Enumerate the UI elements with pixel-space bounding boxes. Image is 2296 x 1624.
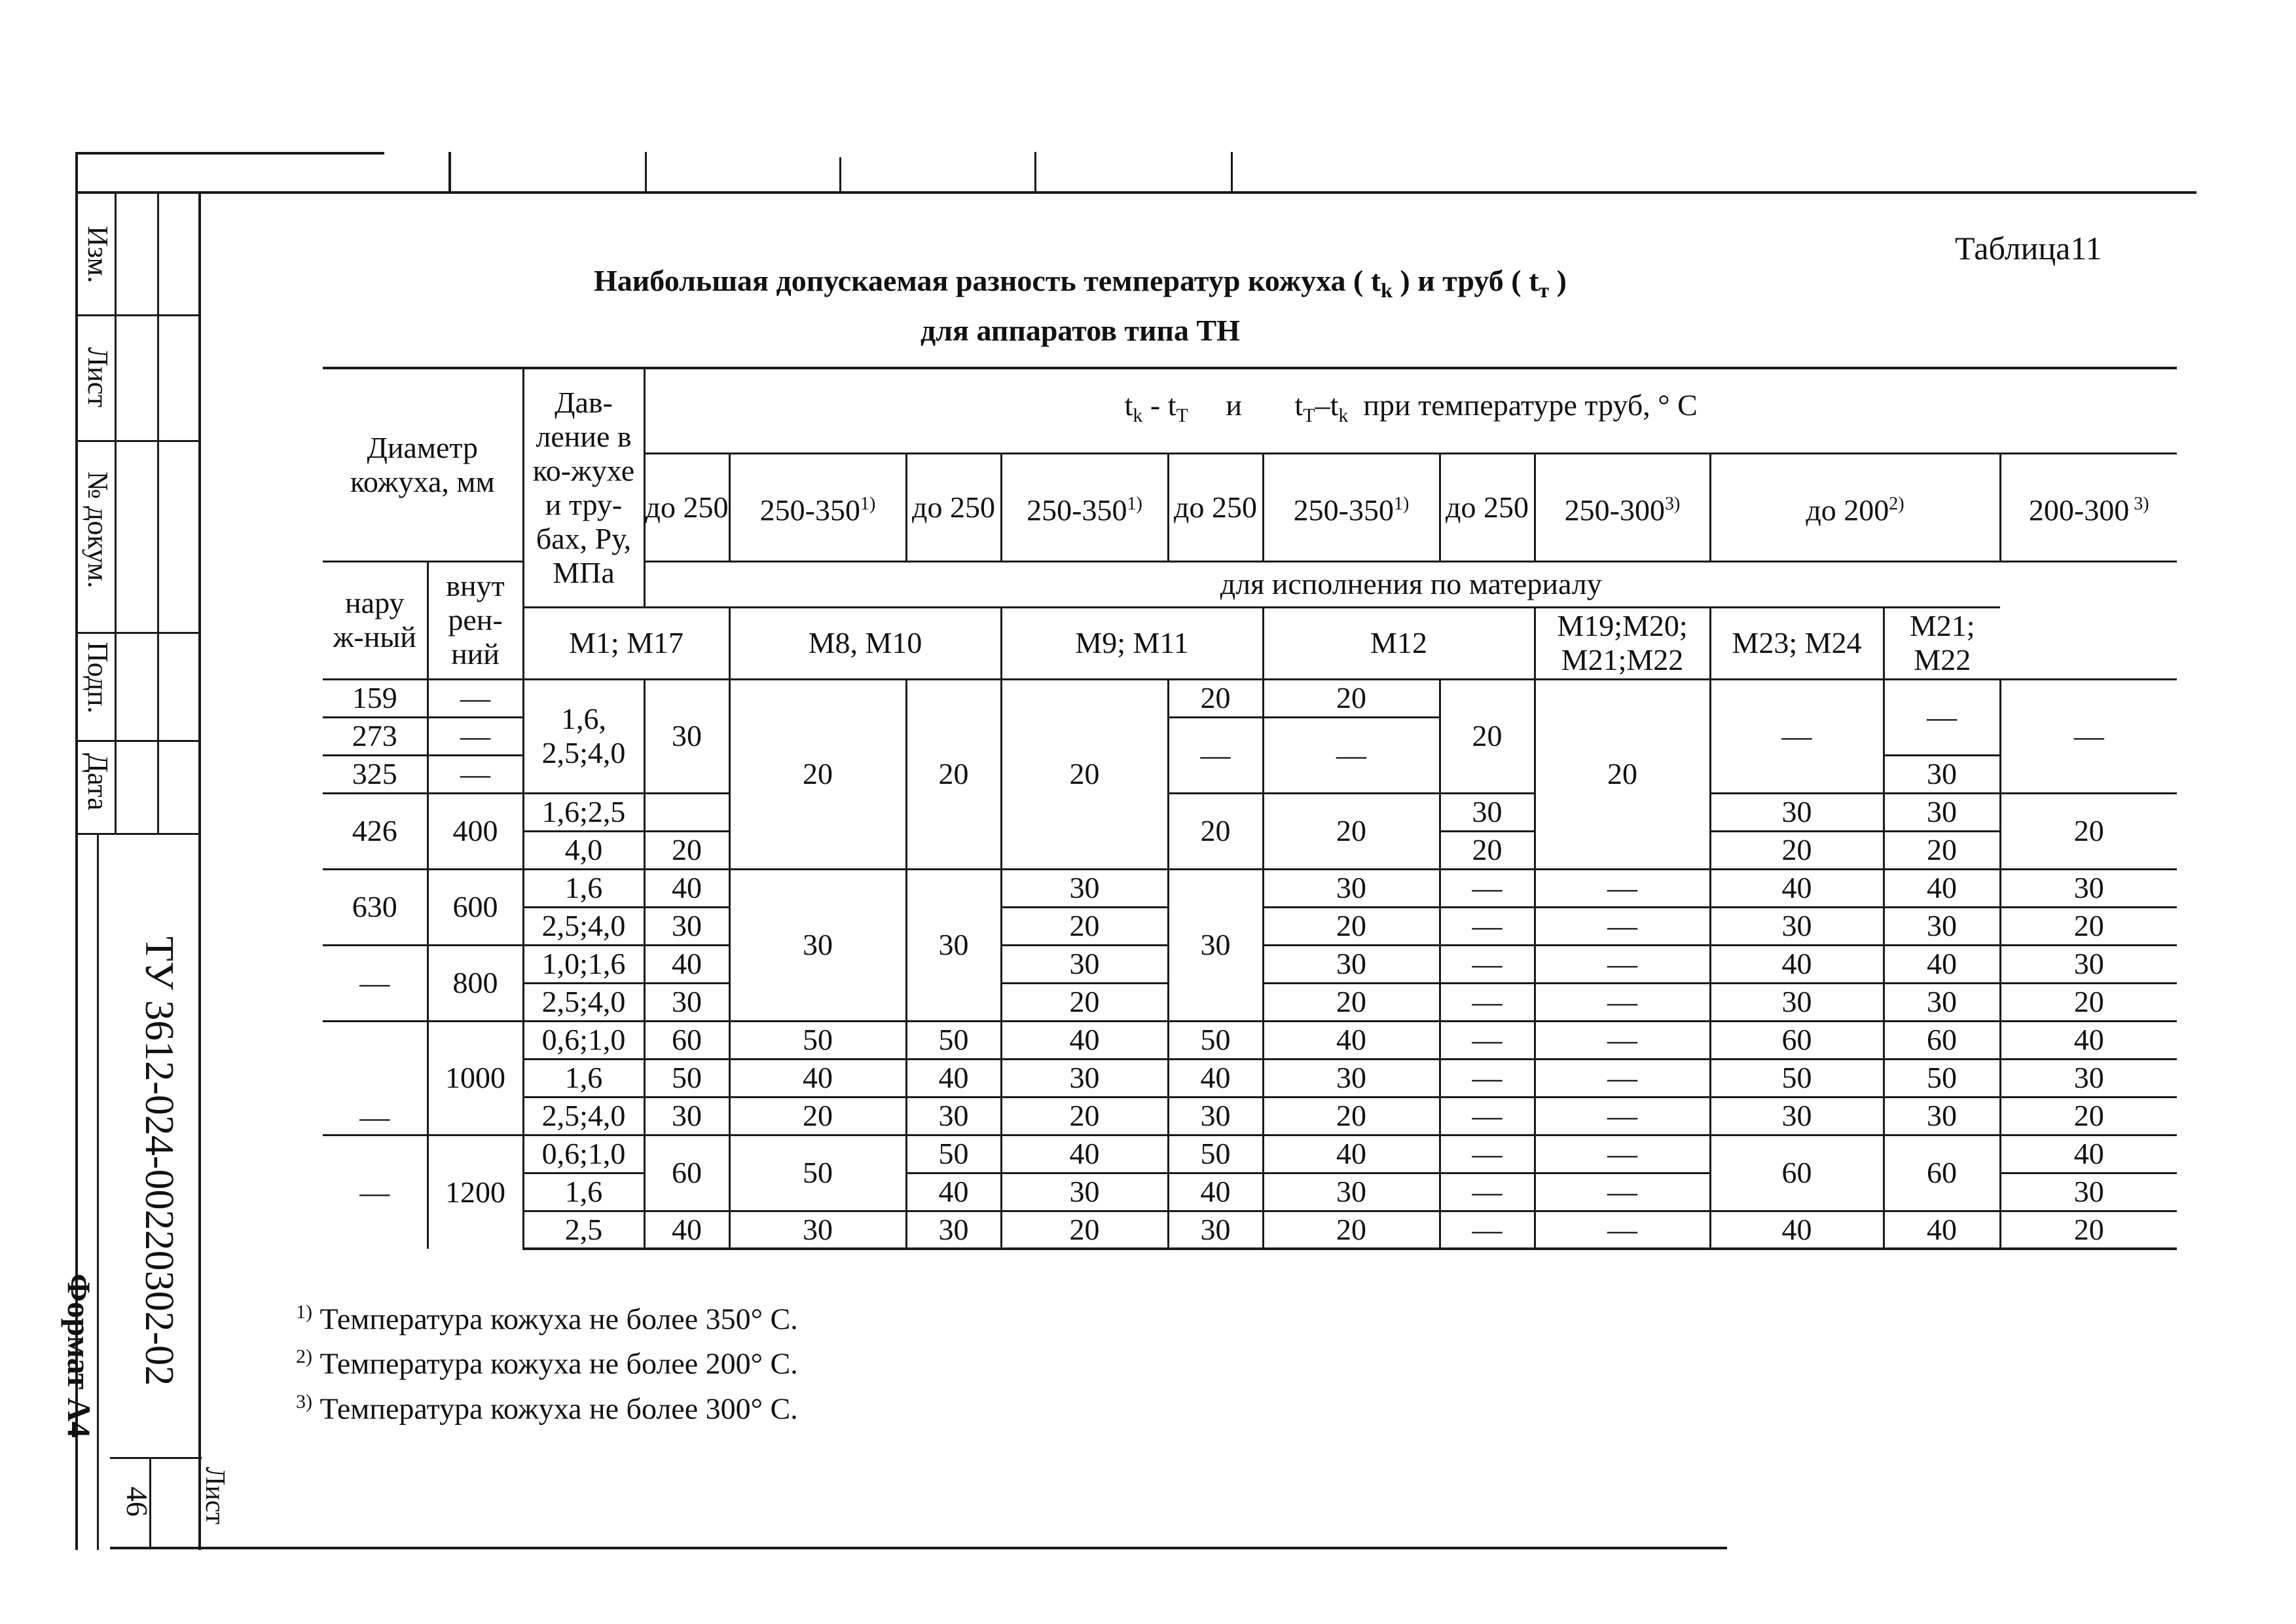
cell-value: 20 [1884,831,2000,869]
sheet-label: Лист [200,1467,230,1524]
stamp-data: Дата [82,753,114,811]
material-m23-m24: М23; М24 [1710,607,1884,679]
cell-value: 20 [1263,1211,1440,1249]
temperature-difference-table [323,367,2177,1250]
cell-value: 20 [1168,679,1263,717]
cell-value: 60 [1884,1021,2000,1059]
temp-col-8: 250-300$^{3)}$ [1535,453,1710,561]
cell-value: — [1535,907,1710,945]
frame-tick-4 [1034,152,1036,191]
cell-value: 60 [1710,1135,1884,1211]
frame-top-line [75,152,384,155]
cell-pressure: 1,0;1,6 [523,945,644,983]
frame-col-c [97,833,99,1550]
cell-value: 30 [1263,1059,1440,1097]
cell-value: 40 [729,1059,906,1097]
material-m19-m22: М19;М20; М21;М22 [1535,607,1710,679]
temp-col-3: до 250 [906,453,1001,561]
stamp-doc-no: № докум. [82,471,114,589]
header-inner: внут рен-ний [428,561,523,679]
cell-value: 20 [2000,1211,2177,1249]
cell-value: 30 [644,679,729,793]
cell-value: — [1440,869,1535,907]
cell-value: 30 [1884,983,2000,1021]
cell-value: 60 [1884,1135,2000,1211]
cell-value: — [1535,1135,1710,1173]
cell-value: 40 [1884,1211,2000,1249]
cell-value: — [1440,1021,1535,1059]
frame-bottom-line [110,1547,1727,1549]
cell-pressure: 1,6 [523,869,644,907]
cell-value: — [1440,983,1535,1021]
cell-value: 20 [2000,793,2177,869]
footnote-3: $^{3)}$ Температура кожуха не более 300° С. [296,1390,798,1425]
cell-value: 30 [729,869,906,1021]
cell-outer: — [323,945,428,1021]
cell-value: 20 [2000,907,2177,945]
cell-value: 20 [729,679,906,869]
material-m21-m22: М21; М22 [1884,607,2000,679]
cell-pressure: 4,0 [523,831,644,869]
temp-col-5: до 250 [1168,453,1263,561]
cell-value: 20 [906,679,1001,869]
cell-value: — [1710,679,1884,793]
stamp-podp: Подп. [82,642,114,714]
title-text-2: ) и труб ( t [1392,264,1539,297]
cell-value: 30 [1884,1097,2000,1135]
cell-value: — [1440,1173,1535,1211]
cell-value: 20 [1001,983,1168,1021]
frame-sep-6 [110,1457,202,1459]
cell-value: 20 [1001,679,1168,869]
cell-value: 20 [1710,831,1884,869]
cell-value: 40 [1710,1211,1884,1249]
footnote-1: $^{1)}$ Температура кожуха не более 350° С. [296,1301,798,1336]
cell-outer: 273 [323,717,428,755]
cell-value: 30 [1263,945,1440,983]
cell-value: 50 [906,1135,1001,1173]
cell-inner: — [428,679,523,717]
cell-value: 30 [1168,1211,1263,1249]
frame-tick-3 [839,157,841,191]
cell-value: — [1440,1211,1535,1249]
cell-value: 40 [644,1211,729,1249]
cell-outer: — [323,1021,428,1135]
cell-value: 30 [1263,869,1440,907]
cell-value: 40 [1168,1173,1263,1211]
temp-col-10: 200-300 $^{3)}$ [2000,453,2177,561]
cell-value: 30 [1710,793,1884,831]
cell-value: — [1535,1173,1710,1211]
cell-inner: 1200 [428,1135,523,1249]
cell-value: 30 [1001,945,1168,983]
frame-sep-5 [75,833,201,835]
cell-value: 20 [1001,907,1168,945]
frame-sep-2 [75,440,201,442]
cell-value: — [1535,1211,1710,1249]
cell-value: — [1168,717,1263,793]
cell-pressure: 1,6, 2,5;4,0 [523,679,644,793]
material-m1-m17: М1; М17 [523,607,729,679]
cell-pressure: 0,6;1,0 [523,1135,644,1173]
cell-value: — [1535,869,1710,907]
frame-sep-1 [75,314,201,316]
header-outer: нару ж-ный [323,561,428,679]
cell-value: 30 [2000,869,2177,907]
cell-value: 30 [2000,945,2177,983]
frame-sep-4 [75,740,201,742]
cell-value: 60 [644,1021,729,1059]
cell-outer: — [323,1135,428,1249]
cell-value: 50 [729,1135,906,1211]
cell-value: 20 [729,1097,906,1135]
cell-value: 50 [1168,1135,1263,1173]
material-m9-m11: М9; М11 [1001,607,1263,679]
cell-value: 40 [2000,1021,2177,1059]
title-text-3: ) [1549,264,1567,297]
cell-pressure: 2,5;4,0 [523,1097,644,1135]
cell-value: — [1440,945,1535,983]
cell-value: 20 [644,831,729,869]
cell-value: 40 [644,945,729,983]
cell-value: 30 [1884,793,2000,831]
cell-value: 30 [906,869,1001,1021]
cell-value [644,793,729,831]
cell-value: 60 [1710,1021,1884,1059]
cell-value: 40 [1884,945,2000,983]
cell-value: — [1440,1097,1535,1135]
cell-pressure: 1,6;2,5 [523,793,644,831]
frame-col-b [157,191,159,833]
cell-value: — [1535,1021,1710,1059]
cell-value: 50 [906,1021,1001,1059]
cell-inner: 400 [428,793,523,869]
cell-pressure: 2,5;4,0 [523,907,644,945]
cell-value: 60 [644,1135,729,1211]
cell-value: 40 [1710,869,1884,907]
cell-value: 50 [1884,1059,2000,1097]
cell-pressure: 0,6;1,0 [523,1021,644,1059]
cell-outer: 630 [323,869,428,945]
cell-value: 20 [2000,983,2177,1021]
cell-value: 30 [1710,1097,1884,1135]
cell-pressure: 2,5 [523,1211,644,1249]
header-temperature-span: $t_k - t_T$ и $t_T-t_k$ при температуре труб, ° С [644,368,2177,453]
cell-value: 20 [2000,1097,2177,1135]
cell-value: 30 [1168,1097,1263,1135]
cell-value: — [1535,983,1710,1021]
cell-value: 20 [1263,983,1440,1021]
stamp-list: Лист [82,347,114,408]
cell-value: 50 [644,1059,729,1097]
cell-value: 20 [1168,793,1263,869]
cell-value: 20 [1263,679,1440,717]
temp-col-9: до 200$^{2)}$ [1710,453,2000,561]
cell-value: 20 [1535,679,1710,869]
cell-inner: — [428,755,523,793]
temp-col-6: 250-350$^{1)}$ [1263,453,1440,561]
cell-value: — [1440,1059,1535,1097]
cell-inner: — [428,717,523,755]
cell-inner: 1000 [428,1021,523,1135]
cell-value: 40 [906,1059,1001,1097]
frame-top-line-right [75,191,2196,194]
cell-value: 50 [1168,1021,1263,1059]
title-line-2: для аппаратов типа ТН [920,314,1240,348]
cell-value: 20 [1263,793,1440,869]
footnotes [296,1293,798,1428]
material-m12: М12 [1263,607,1535,679]
material-m8-m10: М8, М10 [729,607,1001,679]
document-code: ТУ 3612-024-00220302-02 [137,936,181,1386]
cell-value: 40 [1168,1059,1263,1097]
cell-value: 30 [644,983,729,1021]
cell-value: 30 [729,1211,906,1249]
frame-sep-3 [75,632,201,634]
cell-value: — [1535,945,1710,983]
cell-value: 20 [1001,1211,1168,1249]
cell-value: 30 [906,1211,1001,1249]
cell-value: 20 [1440,831,1535,869]
cell-value: 40 [906,1173,1001,1211]
frame-col-a [115,191,117,833]
cell-value: 50 [729,1021,906,1059]
cell-value: 40 [1263,1021,1440,1059]
cell-outer: 426 [323,793,428,869]
frame-inner-left-line [198,191,201,1550]
cell-value: 20 [1001,1097,1168,1135]
cell-value: 30 [1001,1059,1168,1097]
cell-inner: 800 [428,945,523,1021]
cell-value: 30 [1001,869,1168,907]
title-sub-t: т [1539,278,1550,303]
frame-tick-1 [448,152,451,191]
footnote-2: $^{2)}$ Температура кожуха не более 200° С. [296,1346,798,1380]
cell-value: 40 [1710,945,1884,983]
cell-value: 30 [1884,907,2000,945]
frame-tick-2 [645,152,647,191]
cell-pressure: 1,6 [523,1059,644,1097]
cell-value: 30 [1710,907,1884,945]
cell-value: — [1440,1135,1535,1173]
cell-value: 30 [644,907,729,945]
cell-value: 40 [1001,1021,1168,1059]
format-label: Формат А4 [61,1274,98,1438]
title-sub-k: k [1381,278,1393,303]
temp-col-1: до 250 [644,453,729,561]
cell-value: 50 [1710,1059,1884,1097]
cell-value: — [1440,907,1535,945]
cell-value: 30 [1263,1173,1440,1211]
cell-value: — [1535,1097,1710,1135]
sheet-number: 46 [120,1486,154,1517]
temp-col-7: до 250 [1440,453,1535,561]
cell-value: 30 [2000,1059,2177,1097]
cell-value: 20 [1263,1097,1440,1135]
cell-value: 30 [1710,983,1884,1021]
cell-value: 30 [1884,755,2000,793]
cell-value: 30 [1001,1173,1168,1211]
cell-value: — [1535,1059,1710,1097]
cell-outer: 325 [323,755,428,793]
cell-value: 30 [2000,1173,2177,1211]
cell-value: 30 [644,1097,729,1135]
cell-value: 20 [1263,907,1440,945]
frame-tick-5 [1231,152,1233,191]
title-text-1: Наибольшая допускаемая разность температур кожуха ( t [594,264,1381,297]
temp-col-2: 250-350$^{1)}$ [729,453,906,561]
stamp-izm: Изм. [82,226,114,284]
cell-pressure: 1,6 [523,1173,644,1211]
header-diameter: Диаметр кожуха, мм [323,368,523,561]
cell-value: 40 [1263,1135,1440,1173]
cell-value: 30 [1440,793,1535,831]
cell-value: 30 [906,1097,1001,1135]
header-material-span: для исполнения по материалу [644,561,2177,607]
cell-inner: 600 [428,869,523,945]
cell-value: — [1263,717,1440,793]
cell-value: 30 [1168,869,1263,1021]
cell-value: 40 [644,869,729,907]
cell-value: — [1884,679,2000,755]
header-pressure: Дав-ление в ко-жухе и тру-бах, Ру, МПа [523,368,644,607]
table-number: Таблица11 [1955,230,2102,267]
table-title [393,261,1768,351]
cell-value: 40 [1001,1135,1168,1173]
cell-outer: 159 [323,679,428,717]
cell-value: 20 [1440,679,1535,793]
temp-col-4: 250-350$^{1)}$ [1001,453,1168,561]
cell-pressure: 2,5;4,0 [523,983,644,1021]
cell-value: 40 [2000,1135,2177,1173]
cell-value: — [2000,679,2177,793]
cell-value: 40 [1884,869,2000,907]
